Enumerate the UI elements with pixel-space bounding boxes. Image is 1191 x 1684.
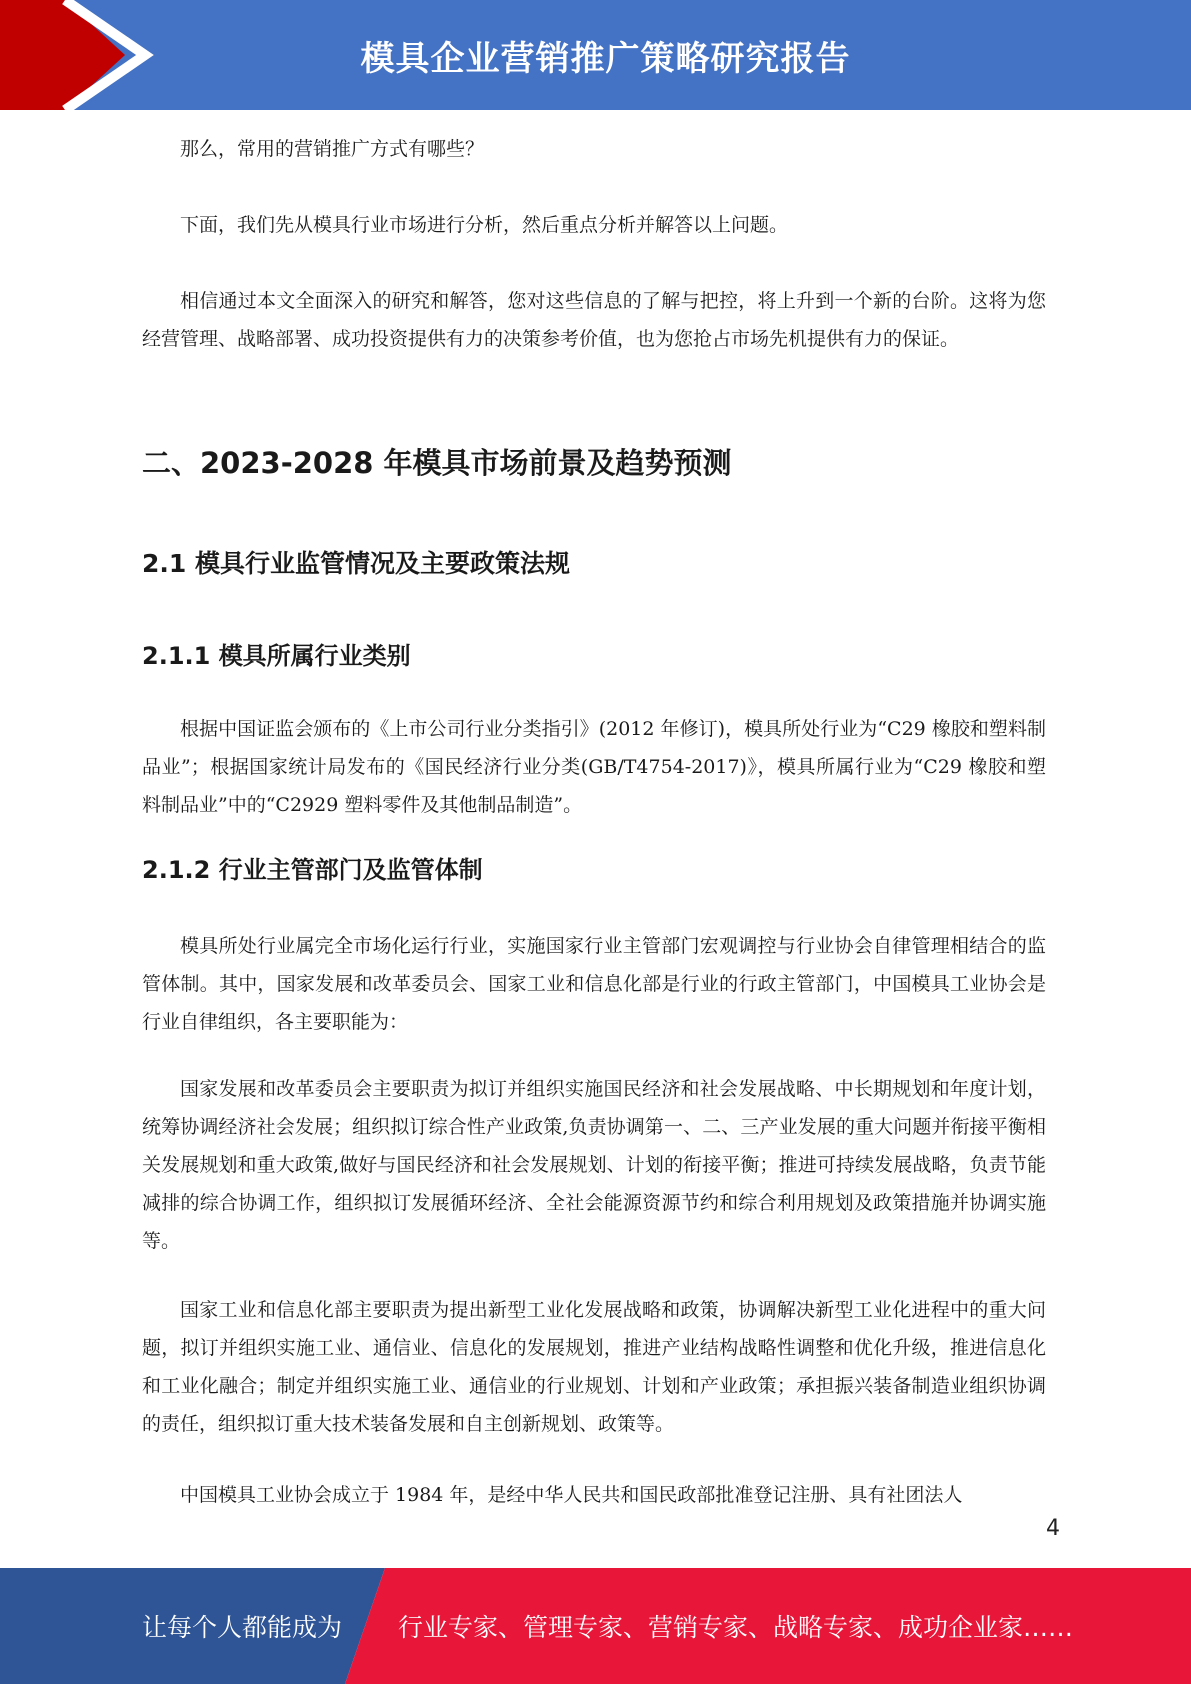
- header-banner: [0, 0, 1191, 110]
- paragraph: 那么，常用的营销推广方式有哪些？: [180, 138, 485, 160]
- paragraph: 相信通过本文全面深入的研究和解答，您对这些信息的了解与把控，将上升到一个新的台阶。这将为您经营管理、战略部署、成功投资提供有力的决策参考价值，也为您抢占市场先机提供有力的保证。: [142, 290, 1046, 350]
- paragraph: 模具所处行业属完全市场化运行行业，实施国家行业主管部门宏观调控与行业协会自律管理相结合的监管体制。其中，国家发展和改革委员会、国家工业和信息化部是行业的行政主管部门，中国模具工业协会是行业自律组织，各主要职能为：: [142, 935, 1046, 1033]
- paragraph: 国家发展和改革委员会主要职责为拟订并组织实施国民经济和社会发展战略、中长期规划和年度计划，统筹协调经济社会发展；组织拟订综合性产业政策,负责协调第一、二、三产业发展的重大问题并衔接平衡相关发展规划和重大政策,做好与国民经济和社会发展规划、计划的衔接平衡；推进可持续发展战略，负责节能减排的综合协调工作，组织拟订发展循环经济、全社会能源资源节约和综合利用规划及政策措施并协调实施等。: [142, 1078, 1046, 1252]
- subsubsection-heading: 2.1.1 模具所属行业类别: [142, 642, 411, 670]
- subsubsection-heading: 2.1.2 行业主管部门及监管体制: [142, 856, 483, 884]
- paragraph: 下面，我们先从模具行业市场进行分析，然后重点分析并解答以上问题。: [180, 214, 789, 236]
- footer-banner: [0, 1568, 1191, 1684]
- footer-slogan-left: 让每个人都能成为: [142, 1613, 343, 1642]
- subsection-heading: 2.1 模具行业监管情况及主要政策法规: [142, 549, 570, 578]
- page-number: 4: [1046, 1516, 1060, 1541]
- footer-slogan-right: 行业专家、管理专家、营销专家、战略专家、成功企业家……: [398, 1613, 1074, 1642]
- paragraph: 根据中国证监会颁布的《上市公司行业分类指引》(2012 年修订)，模具所处行业为“C29 橡胶和塑料制品业”；根据国家统计局发布的《国民经济行业分类(GB/T4754-2017)》，模具所属行业为“C29 橡胶和塑料制品业”中的“C2929 塑料零件及其他制品制造”。: [142, 718, 1046, 816]
- paragraph: 中国模具工业协会成立于 1984 年，是经中华人民共和国民政部批准登记注册、具有社团法人: [180, 1484, 963, 1506]
- section-heading: 二、2023-2028 年模具市场前景及趋势预测: [142, 446, 732, 480]
- paragraph: 国家工业和信息化部主要职责为提出新型工业化发展战略和政策，协调解决新型工业化进程中的重大问题，拟订并组织实施工业、通信业、信息化的发展规划，推进产业结构战略性调整和优化升级，推进信息化和工业化融合；制定并组织实施工业、通信业的行业规划、计划和产业政策；承担振兴装备制造业组织协调的责任，组织拟订重大技术装备发展和自主创新规划、政策等。: [142, 1299, 1046, 1435]
- report-title: 模具企业营销推广策略研究报告: [360, 38, 851, 79]
